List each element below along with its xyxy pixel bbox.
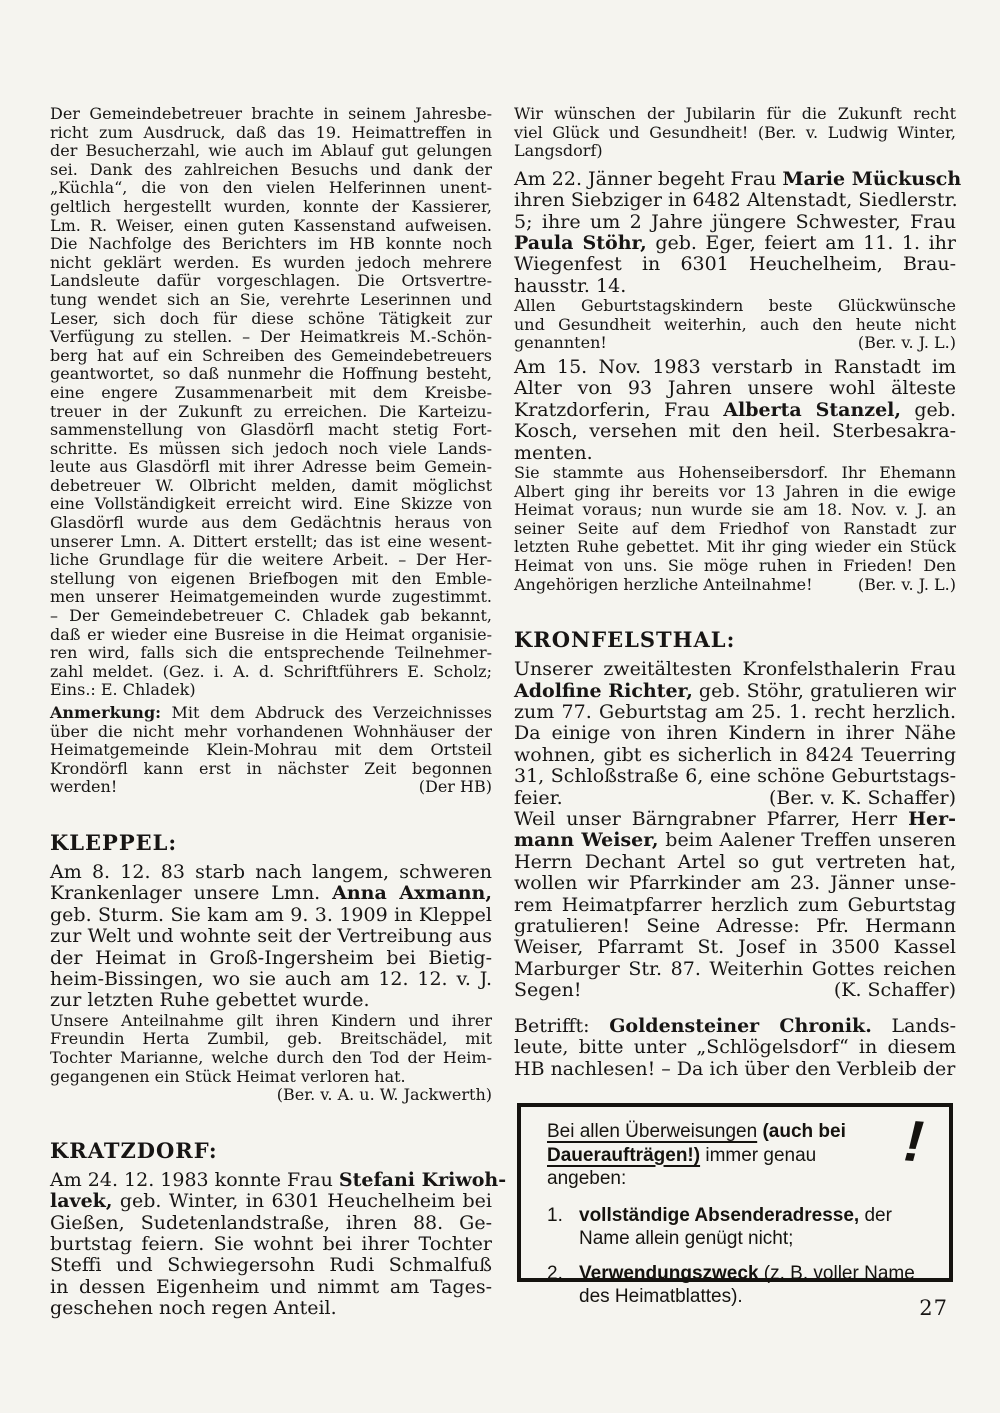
text-line xyxy=(50,310,492,329)
text-line xyxy=(50,291,492,310)
text-segment: geb. Eger, feiert am 11. 1. ihr xyxy=(646,232,956,254)
richter-birthday xyxy=(514,659,956,809)
text-line xyxy=(514,142,956,161)
stanzel-condolence xyxy=(514,464,956,594)
text-line xyxy=(50,328,492,347)
text-segment: immer genau xyxy=(700,1144,817,1166)
text-segment: nicht geklärt werden. Es wurden jedoch mehrere xyxy=(50,252,492,272)
section-heading-kratzdorf: KRATZDORF: xyxy=(50,1137,218,1163)
text-line xyxy=(514,421,956,442)
text-line xyxy=(50,626,492,645)
text-line xyxy=(514,538,956,557)
text-segment: Tochter Marianne, welche durch den Tod der Heim- xyxy=(50,1048,492,1067)
attribution xyxy=(834,980,956,1001)
text-segment: (auch bei xyxy=(762,1121,846,1142)
info-box-item xyxy=(547,1204,931,1251)
text-line xyxy=(514,788,956,809)
text-line xyxy=(50,254,492,273)
text-segment: werden! xyxy=(50,777,118,797)
info-box-title-line xyxy=(547,1120,931,1144)
text-line xyxy=(50,883,492,904)
text-segment: Leser, sich doch für diese schöne Tätigkeit zur xyxy=(50,308,492,328)
text-line xyxy=(50,440,492,459)
text-line xyxy=(50,217,492,236)
page-number: 27 xyxy=(919,1296,948,1320)
text-segment: Wiegenfest in 6301 Heuchelheim, Brau- xyxy=(514,253,956,276)
text-segment: genannten! xyxy=(514,333,607,353)
text-line xyxy=(514,167,962,190)
text-line xyxy=(50,1049,492,1068)
text-segment: Verwendungszweck xyxy=(579,1262,759,1284)
text-line xyxy=(514,316,956,335)
text-line xyxy=(50,1068,492,1087)
attribution xyxy=(419,778,492,797)
text-segment: ren wird, falls sich die entsprechende Teilnehmer- xyxy=(50,643,492,663)
text-line xyxy=(514,520,956,539)
attribution xyxy=(858,334,956,353)
text-line xyxy=(50,384,492,403)
text-segment: Unserer zweitältesten Kronfelsthalerin Frau xyxy=(514,658,956,681)
text-segment: Wir wünschen der Jubilarin für die Zukunft recht xyxy=(514,104,956,123)
info-box-title-line xyxy=(547,1167,931,1191)
text-line xyxy=(514,937,956,958)
payment-info-box xyxy=(517,1103,953,1307)
text-segment: Kratzdorferin, Frau xyxy=(514,398,724,421)
text-segment: Glasdörfl wurde aus dem Gedächtnis heraus von xyxy=(50,513,492,533)
text-line xyxy=(50,990,492,1011)
text-segment: – Der Gemeindebetreuer C. Chladek gab bekannt, xyxy=(50,606,492,626)
text-line xyxy=(514,980,956,1001)
goldenstein-note xyxy=(514,1016,956,1080)
text-line xyxy=(50,495,492,514)
text-segment: Am 22. Jänner begeht Frau xyxy=(514,167,783,190)
text-segment: lavek, xyxy=(50,1190,113,1213)
item-text-line xyxy=(579,1262,931,1286)
text-line xyxy=(514,576,956,595)
kleppel-condolence xyxy=(50,1012,492,1105)
text-segment: unserer Lmn. A. Dittert erstellt; das ist eine wesent- xyxy=(50,531,492,551)
text-segment: gegangenen ein Stück Heimat verloren hat. xyxy=(50,1066,406,1086)
text-segment: Alter von 93 Jahren unsere wohl älteste xyxy=(514,377,956,400)
text-segment: Marburger Str. 87. Weiterhin Gottes reichen xyxy=(514,957,956,980)
text-segment: menten. xyxy=(514,441,593,464)
text-line xyxy=(50,514,492,533)
text-segment: HB nachlesen! – Da ich über den Verbleib der xyxy=(514,1057,956,1080)
text-line xyxy=(514,483,956,502)
text-line xyxy=(50,905,492,926)
text-segment: Der Gemeindebetreuer brachte in seinem Jahresbe- xyxy=(50,104,492,123)
text-segment: und Gesundheit weiterhin, auch den heute nicht xyxy=(514,314,956,334)
text-line xyxy=(514,334,956,353)
text-line xyxy=(514,557,956,576)
text-segment: zur Welt und wohnte seit der Vertreibung aus xyxy=(50,925,492,948)
text-segment: (Ber. v. J. L.) xyxy=(857,574,956,594)
text-segment: Krondörfl kann erst in nächster Zeit begonnen xyxy=(50,758,492,778)
text-segment: men unserer Heimatgemeinden wurde zugestimmt. xyxy=(50,587,492,607)
text-segment: Weiser, Pfarramt St. Josef in 3500 Kassel xyxy=(514,936,956,959)
info-box-list xyxy=(547,1204,931,1309)
text-segment: (K. Schaffer) xyxy=(833,979,956,1002)
text-segment: eine Vollständigkeit erreicht wird. Eine Skizze von xyxy=(50,494,492,514)
text-segment: Betrifft: xyxy=(514,1014,610,1037)
text-segment: Anmerkung: xyxy=(50,703,162,722)
item-text-line xyxy=(579,1204,931,1228)
text-line xyxy=(514,723,956,744)
text-line xyxy=(514,1059,956,1080)
text-segment: Sie stammte aus Hohenseibersdorf. Ihr Ehemann xyxy=(514,463,956,483)
text-segment: Stefani Kriwoh- xyxy=(338,1168,507,1191)
text-segment: Herrn Dechant Artel so gut vertreten hat, xyxy=(514,850,956,873)
text-segment: treuer in der Zukunft zu erreichen. Die Karteizu- xyxy=(50,401,492,421)
text-segment: „Küchla“, die von den vielen Helferinnen unent- xyxy=(50,178,492,198)
weiser-birthday xyxy=(514,809,956,1002)
text-segment: sei. Dank des zahlreichen Besuchs und dank der xyxy=(50,159,492,179)
text-segment: (Ber. v. J. L.) xyxy=(857,333,956,353)
text-segment: zahl meldet. (Gez. i. A. d. Schriftführers E. Scholz; xyxy=(50,661,492,681)
text-segment: Daueraufträgen!) xyxy=(547,1144,701,1166)
text-segment: der Besucherzahl, wie auch im Ablauf gut gelungen xyxy=(50,141,492,161)
text-segment: Am 24. 12. 1983 konnte Frau xyxy=(50,1168,339,1191)
text-line xyxy=(514,1016,956,1037)
right-column xyxy=(514,104,962,1080)
text-segment: Heimat voraus; nun wurde sie am 18. Nov. v. J. an xyxy=(514,500,956,520)
text-segment: Kosch, versehen mit den heil. Sterbesakra- xyxy=(514,420,956,443)
text-segment: letzten Ruhe gebettet. Mit ihr ging wieder ein Stück xyxy=(514,537,956,557)
text-line xyxy=(50,533,492,552)
text-segment: (Ber. v. K. Schaffer) xyxy=(769,786,956,809)
text-segment: Eins.: E. Chladek) xyxy=(50,680,196,700)
text-line xyxy=(50,124,492,143)
text-segment: hausstr. 14. xyxy=(514,274,627,297)
text-segment: Anna Axmann, xyxy=(332,882,492,905)
text-segment: Verfügung zu stellen. – Der Heimatkreis M.-Schön- xyxy=(50,327,492,347)
text-segment: Paula Stöhr, xyxy=(514,232,647,254)
text-segment: leute aus Glasdörfl mit ihrer Adresse beim Gemein- xyxy=(50,457,492,477)
item-text-line xyxy=(579,1285,931,1309)
text-segment: über die nicht mehr vorhandenen Wohnhäuser der xyxy=(50,721,492,741)
text-segment: zum 77. Geburtstag am 25. 1. recht herzlich. xyxy=(514,701,956,723)
text-segment: daß er wieder eine Busreise in die Heimat organisie- xyxy=(50,624,492,644)
text-segment: Angehörigen herzliche Anteilnahme! xyxy=(514,574,813,594)
text-line xyxy=(50,607,492,626)
section-heading-kleppel: KLEPPEL: xyxy=(50,829,178,855)
text-segment: Adolfine Richter, xyxy=(514,679,693,702)
text-segment: angeben: xyxy=(547,1168,627,1189)
info-box-title-line xyxy=(547,1144,931,1168)
congratulations-paragraph xyxy=(514,297,956,353)
text-line xyxy=(514,464,956,483)
text-segment: zur letzten Ruhe gebettet wurde. xyxy=(50,989,370,1012)
text-line xyxy=(50,272,492,291)
text-segment: wollen wir Pfarrkinder am 23. Jänner unse- xyxy=(514,872,956,895)
text-line xyxy=(50,1298,492,1319)
text-line xyxy=(514,895,956,916)
text-line xyxy=(50,161,492,180)
item-text xyxy=(579,1204,931,1251)
text-segment: Langsdorf) xyxy=(514,141,603,161)
text-segment: des Heimatblattes). xyxy=(579,1286,743,1307)
text-line xyxy=(50,681,492,700)
text-line xyxy=(50,704,492,723)
text-line xyxy=(50,142,492,161)
text-segment: Alberta Stanzel, xyxy=(723,398,901,421)
text-segment: leute, bitte unter „Schlögelsdorf“ in diesem xyxy=(514,1036,956,1059)
text-line xyxy=(514,357,956,378)
text-line xyxy=(514,852,956,873)
text-line xyxy=(50,1277,492,1298)
text-segment: Da einige von ihren Kindern in ihrer Nähe xyxy=(514,722,956,745)
text-line xyxy=(50,663,492,682)
text-line xyxy=(50,421,492,440)
text-line xyxy=(514,378,956,399)
text-line xyxy=(514,659,956,680)
attribution xyxy=(858,576,956,595)
text-segment: sammenstellung von Glasdörfl macht stetig Fort- xyxy=(50,420,492,440)
text-line xyxy=(514,297,956,316)
text-segment: Am 15. Nov. 1983 verstarb in Ranstadt im xyxy=(514,356,956,378)
text-segment: Lands- xyxy=(871,1014,957,1037)
stanzel-obituary xyxy=(514,357,956,464)
text-line xyxy=(514,745,956,766)
text-segment: geschehen noch regen Anteil. xyxy=(50,1297,337,1320)
text-segment: der Heimat in Groß-Ingersheim bei Bietig- xyxy=(50,946,492,969)
text-line xyxy=(50,948,492,969)
text-line xyxy=(514,916,956,937)
item-number: 1. xyxy=(547,1204,563,1226)
kleppel-obituary xyxy=(50,862,492,1012)
text-line xyxy=(50,969,492,990)
text-segment: 31, Schloßstraße 6, eine schöne Geburtstags- xyxy=(514,765,956,788)
text-segment: beim Aalener Treffen unseren xyxy=(658,829,957,852)
text-segment: Name allein genügt nicht; xyxy=(579,1228,794,1249)
text-line xyxy=(50,760,492,779)
text-line xyxy=(514,276,956,297)
text-segment: Weil unser Bärngrabner Pfarrer, Herr xyxy=(514,808,909,831)
text-segment: tung wendet sich an Sie, verehrte Leserinnen und xyxy=(50,289,492,309)
text-segment: Lm. R. Weiser, einen guten Kassenstand aufweisen. xyxy=(50,215,492,235)
text-segment: geb. Sturm. Sie kam am 9. 3. 1909 in Kleppel xyxy=(50,903,492,926)
text-line xyxy=(50,1213,492,1234)
text-line xyxy=(514,1037,956,1058)
text-segment: berg hat auf ein Schreiben des Gemeindebetreuers xyxy=(50,345,492,365)
text-segment: der xyxy=(859,1204,892,1226)
text-segment: (z. B. voller Name xyxy=(758,1262,915,1284)
mueckusch-birthday xyxy=(514,167,962,297)
text-line xyxy=(50,365,492,384)
text-line xyxy=(514,212,956,233)
text-line xyxy=(50,551,492,570)
kratzdorf-birthday xyxy=(50,1168,507,1320)
info-box-title xyxy=(547,1120,931,1191)
text-segment: mann Weiser, xyxy=(514,829,659,852)
text-line xyxy=(50,1234,492,1255)
text-line xyxy=(50,862,492,883)
text-line xyxy=(514,124,956,143)
text-line xyxy=(50,1012,492,1031)
text-segment: geb. Winter, in 6301 Heuchelheim bei xyxy=(112,1190,492,1213)
text-line xyxy=(514,233,956,254)
text-line xyxy=(50,477,492,496)
text-line xyxy=(50,1168,507,1191)
text-line xyxy=(50,570,492,589)
text-line xyxy=(514,443,956,464)
anmerkung-paragraph xyxy=(50,704,492,797)
text-line xyxy=(50,403,492,422)
text-segment: Heimat von uns. Sie möge ruhen in Frieden! Den xyxy=(514,556,956,575)
attribution xyxy=(769,788,956,809)
text-line xyxy=(50,1030,492,1049)
text-line xyxy=(514,254,956,275)
text-segment: heim-Bissingen, wo sie auch am 12. 12. v. J. xyxy=(50,968,492,990)
text-segment: wohnen, gibt es sicherlich in 8424 Teuerring xyxy=(514,743,956,766)
text-segment: Landsleute dafür vorgeschlagen. Die Ortsvertre- xyxy=(50,271,492,291)
text-segment: Die Nachfolge des Berichters im HB konnte noch xyxy=(50,234,492,254)
text-segment: richt zum Ausdruck, daß das 19. Heimattreffen in xyxy=(50,122,492,142)
text-segment: rem Heimatpfarrer herzlich zum Geburtstag xyxy=(514,893,956,916)
text-segment: Freundin Herta Zumbil, geb. Breitschädel, mit xyxy=(50,1029,492,1049)
text-segment: Segen! xyxy=(514,979,582,1002)
text-segment: stellung von eigenen Briefbogen mit den Emble- xyxy=(50,568,492,588)
text-line xyxy=(514,702,956,723)
text-segment: vollständige Absenderadresse, xyxy=(579,1204,860,1226)
left-column xyxy=(50,104,507,1320)
text-line xyxy=(50,1191,492,1212)
text-segment: eine engere Zusammenarbeit mit dem Kreisbe- xyxy=(50,382,492,402)
text-line xyxy=(514,959,956,980)
text-segment: liche Grundlage für die weitere Arbeit. – Der Her- xyxy=(50,550,492,570)
text-line xyxy=(50,778,492,797)
text-segment: Her- xyxy=(908,808,956,831)
text-line xyxy=(50,1255,492,1276)
text-segment: viel Glück und Gesundheit! (Ber. v. Ludwig Winter, xyxy=(514,122,956,142)
text-segment: Steffi und Schwiegersohn Rudi Schmalfuß xyxy=(50,1254,492,1277)
text-line xyxy=(514,190,956,211)
item-number: 2. xyxy=(547,1262,563,1284)
wishes-paragraph xyxy=(514,105,956,161)
text-line xyxy=(50,926,492,947)
text-line xyxy=(514,681,956,702)
text-line xyxy=(50,105,492,124)
text-segment: Goldensteiner Chronik. xyxy=(609,1014,872,1037)
text-segment: (Der HB) xyxy=(418,777,492,797)
text-segment: Marie Mückusch xyxy=(782,167,962,190)
text-segment: Gießen, Sudetenlandstraße, ihren 88. Ge- xyxy=(50,1211,492,1234)
text-line xyxy=(50,179,492,198)
text-line xyxy=(50,741,492,760)
text-segment: Mit dem Abdruck des Verzeichnisses xyxy=(161,703,492,722)
text-segment: debetreuer W. Olbricht melden, damit möglichst xyxy=(50,475,492,495)
report-paragraph xyxy=(50,105,492,700)
text-segment: ihren Siebziger in 6482 Altenstadt, Siedlerstr. xyxy=(514,189,958,212)
text-line xyxy=(50,723,492,742)
section-heading-kronfelsthal: KRONFELSTHAL: xyxy=(514,627,736,653)
item-text-line xyxy=(579,1227,931,1251)
text-segment: geb. xyxy=(901,398,956,421)
text-segment: feier. xyxy=(514,786,563,809)
text-segment: Albert ging ihr bereits vor 13 Jahren in die ewige xyxy=(514,481,956,501)
text-segment: burtstag feiern. Sie wohnt bei ihrer Tochter xyxy=(50,1233,492,1255)
text-segment: schritte. Es müssen sich jedoch noch viele Lands- xyxy=(50,438,492,458)
exclamation-mark: ! xyxy=(901,1108,926,1175)
text-segment: (Ber. v. A. u. W. Jackwerth) xyxy=(276,1085,492,1105)
text-line xyxy=(514,400,956,421)
text-line xyxy=(50,198,492,217)
info-box-item xyxy=(547,1262,931,1309)
text-line xyxy=(50,588,492,607)
text-segment: in dessen Eigenheim und nimmt am Tages- xyxy=(50,1275,492,1298)
text-line xyxy=(514,873,956,894)
text-line xyxy=(50,458,492,477)
text-line xyxy=(50,347,492,366)
text-segment: geltlich hergestellt wurden, konnte der Kassierer, xyxy=(50,196,492,216)
text-segment: Krankenlager unsere Lmn. xyxy=(50,882,333,905)
text-line xyxy=(514,830,956,851)
text-line xyxy=(50,1086,492,1105)
text-segment: seiner Seite auf dem Friedhof von Ranstadt zur xyxy=(514,518,956,538)
text-line xyxy=(514,809,956,830)
text-line xyxy=(514,501,956,520)
text-line xyxy=(514,766,956,787)
text-segment: gratulieren! Seine Adresse: Pfr. Hermann xyxy=(514,915,956,938)
text-segment: Bei allen Überweisungen xyxy=(547,1121,758,1142)
text-segment: Unsere Anteilnahme gilt ihren Kindern und ihrer xyxy=(50,1010,492,1030)
text-segment: Am 8. 12. 83 starb nach langem, schweren xyxy=(50,860,492,883)
text-line xyxy=(50,644,492,663)
text-line xyxy=(514,105,956,124)
item-text xyxy=(579,1262,931,1309)
text-segment: geb. Stöhr, gratulieren wir xyxy=(692,679,956,702)
text-line xyxy=(50,235,492,254)
text-segment: geantwortet, so daß nunmehr die Hoffnung besteht, xyxy=(50,364,492,384)
text-segment: Heimatgemeinde Klein-Mohrau mit dem Ortsteil xyxy=(50,740,492,760)
text-segment: Allen Geburtstagskindern beste Glückwünsche xyxy=(514,296,956,316)
text-segment: 5; ihre um 2 Jahre jüngere Schwester, Frau xyxy=(514,210,956,233)
